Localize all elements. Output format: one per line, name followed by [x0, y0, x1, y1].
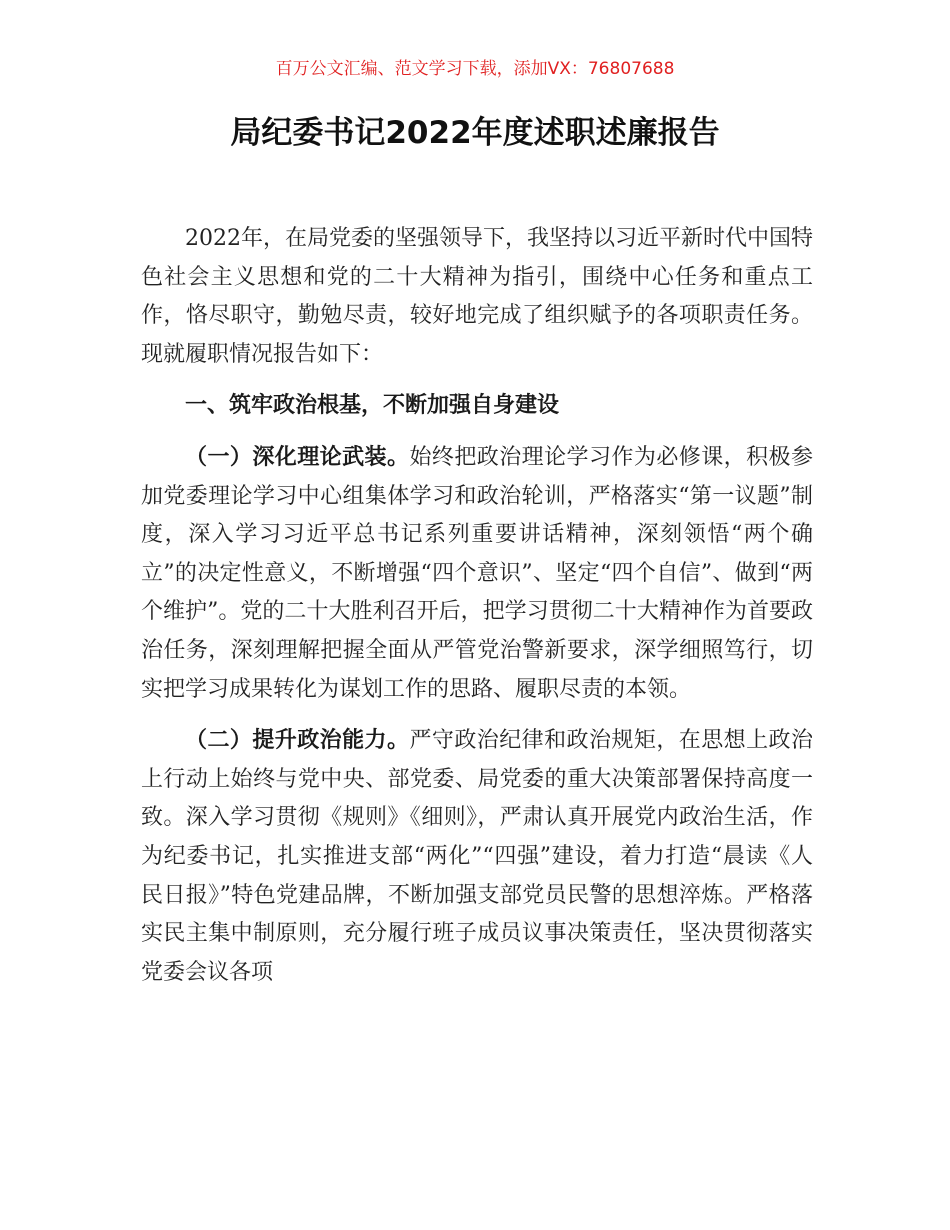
body-paragraph: [141, 439, 813, 709]
intro-paragraph: 2022年，在局党委的坚强领导下，我坚持以习近平新时代中国特色社会主义思想和党的二十大精神为指引，围绕中心任务和重点工作，恪尽职守，勤勉尽责，较好地完成了组织赋予的各项职责任务。现就履职情况报告如下：: [141, 226, 813, 367]
section-heading: 一、筑牢政治根基，不断加强自身建设: [185, 393, 560, 419]
paragraph-text: 严守政治纪律和政治规矩，在思想上政治上行动上始终与党中央、部党委、局党委的重大决策部署保持高度一致。深入学习贯彻《规则》《细则》，严肃认真开展党内政治生活，作为纪委书记，扎实推进支部“两化”“四强”建设，着力打造“晨读《人民日报》”特色党建品牌，不断加强支部党员民警的思想淬炼。严格落实民主集中制原则，充分履行班子成员议事决策责任，坚决贯彻落实党委会议各项: [141, 728, 813, 985]
body-paragraph: [141, 722, 813, 992]
document-body: [141, 220, 813, 992]
paragraph-text: 始终把政治理论学习作为必修课，积极参加党委理论学习中心组集体学习和政治轮训，严格落实“第一议题”制度，深入学习习近平总书记系列重要讲话精神，深刻领悟“两个确立”的决定性意义，不断增强“四个意识”、坚定“四个自信”、做到“两个维护”。党的二十大胜利召开后，把学习贯彻二十大精神作为首要政治任务，深刻理解把握全面从严管党治警新要求，深学细照笃行，切实把学习成果转化为谋划工作的思路、履职尽责的本领。: [141, 444, 813, 702]
watermark-banner: 百万公文汇编、范文学习下载，添加VX：76807688: [275, 59, 675, 79]
paragraph-lead: （二）提升政治能力。: [185, 728, 410, 754]
document-title: 局纪委书记2022年度述职述廉报告: [230, 115, 720, 151]
paragraph-lead: （一）深化理论武装。: [185, 444, 410, 470]
